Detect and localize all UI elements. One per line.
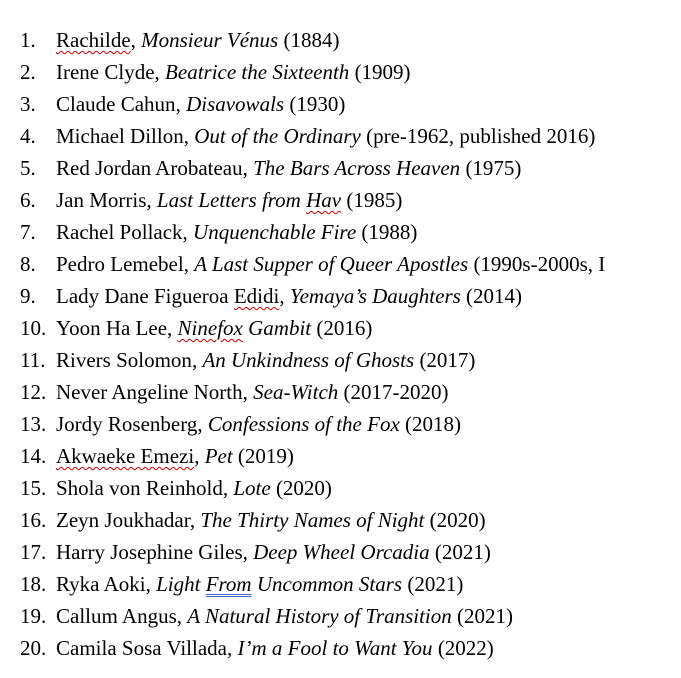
list-number: 10. bbox=[20, 316, 47, 340]
publication-year: (1990s-2000s, I bbox=[473, 252, 606, 276]
author-name: Rivers Solomon bbox=[56, 348, 192, 372]
author-name: Yoon Ha Lee bbox=[56, 316, 168, 340]
separator: , bbox=[197, 412, 203, 436]
book-title-flagged: Hav bbox=[306, 188, 342, 212]
list-number: 13. bbox=[20, 412, 47, 436]
book-title: Beatrice the Sixteenth bbox=[165, 60, 350, 84]
list-item[interactable] bbox=[20, 88, 681, 120]
list-item[interactable] bbox=[20, 376, 681, 408]
list-item[interactable] bbox=[20, 632, 681, 664]
list-number: 20. bbox=[20, 636, 47, 660]
publication-year: (2021) bbox=[434, 540, 491, 564]
list-item[interactable] bbox=[20, 280, 681, 312]
list-number: 16. bbox=[20, 508, 47, 532]
list-item[interactable] bbox=[20, 504, 681, 536]
book-title: Last Letters from bbox=[156, 188, 307, 212]
book-title: A Natural History of Transition bbox=[187, 604, 452, 628]
list-number: 17. bbox=[20, 540, 47, 564]
book-title: Yemaya’s Daughters bbox=[289, 284, 461, 308]
publication-year: (2018) bbox=[405, 412, 462, 436]
separator: , bbox=[242, 540, 248, 564]
author-name: Michael Dillon bbox=[56, 124, 184, 148]
publication-year: (2021) bbox=[407, 572, 464, 596]
book-title: I’m a Fool to Want You bbox=[237, 636, 433, 660]
list-item[interactable] bbox=[20, 120, 681, 152]
numbered-book-list bbox=[20, 24, 681, 664]
author-name-flagged: Akwaeke Emezi bbox=[56, 444, 195, 468]
publication-year: (2016) bbox=[316, 316, 373, 340]
list-item[interactable] bbox=[20, 568, 681, 600]
book-title: Light bbox=[156, 572, 206, 596]
author-name: Lady Dane Figueroa bbox=[56, 284, 234, 308]
book-title: The Bars Across Heaven bbox=[253, 156, 461, 180]
book-title: An Unkindness of Ghosts bbox=[202, 348, 415, 372]
list-item[interactable] bbox=[20, 440, 681, 472]
separator: , bbox=[227, 636, 233, 660]
author-name: Jordy Rosenberg bbox=[56, 412, 198, 436]
separator: , bbox=[191, 348, 198, 372]
book-title: Out of the Ordinary bbox=[194, 124, 361, 148]
publication-year: (2020) bbox=[429, 508, 486, 532]
list-number: 18. bbox=[20, 572, 47, 596]
publication-year: (1930) bbox=[289, 92, 346, 116]
separator: , bbox=[182, 220, 188, 244]
author-name: Claude Cahun bbox=[56, 92, 176, 116]
author-name: Zeyn Joukhadar bbox=[56, 508, 190, 532]
author-name: Red Jordan Arobateau bbox=[56, 156, 243, 180]
separator: , bbox=[176, 604, 183, 628]
author-name: Pedro Lemebel bbox=[56, 252, 184, 276]
author-name: Shola von Reinhold bbox=[56, 476, 223, 500]
book-title: Uncommon Stars bbox=[251, 572, 403, 596]
publication-year: (2021) bbox=[457, 604, 514, 628]
list-number: 8. bbox=[20, 252, 36, 276]
list-item[interactable] bbox=[20, 56, 681, 88]
separator: , bbox=[279, 284, 285, 308]
book-title: Sea-Witch bbox=[253, 380, 339, 404]
publication-year: (1909) bbox=[354, 60, 411, 84]
separator: , bbox=[222, 476, 229, 500]
book-title-flagged: Ninefox bbox=[177, 316, 243, 340]
book-title: A Last Supper of Queer Apostles bbox=[194, 252, 469, 276]
publication-year: (2020) bbox=[275, 476, 332, 500]
list-number: 1. bbox=[20, 28, 36, 52]
list-item[interactable] bbox=[20, 344, 681, 376]
list-number: 6. bbox=[20, 188, 36, 212]
list-item[interactable] bbox=[20, 24, 681, 56]
separator: , bbox=[145, 572, 151, 596]
publication-year: (2019) bbox=[237, 444, 294, 468]
separator: , bbox=[242, 156, 248, 180]
author-name: Irene Clyde bbox=[56, 60, 155, 84]
author-name: Jan Morris bbox=[56, 188, 147, 212]
list-item[interactable] bbox=[20, 184, 681, 216]
book-title: Unquenchable Fire bbox=[193, 220, 357, 244]
list-number: 7. bbox=[20, 220, 36, 244]
book-title: Gambit bbox=[242, 316, 312, 340]
list-number: 19. bbox=[20, 604, 47, 628]
author-name: Harry Josephine Giles bbox=[56, 540, 243, 564]
list-number: 12. bbox=[20, 380, 47, 404]
separator: , bbox=[194, 444, 200, 468]
author-name: Never Angeline North bbox=[56, 380, 243, 404]
separator: , bbox=[183, 124, 189, 148]
separator: , bbox=[154, 60, 160, 84]
author-name: Camila Sosa Villada bbox=[56, 636, 227, 660]
list-item[interactable] bbox=[20, 312, 681, 344]
publication-year: (1884) bbox=[283, 28, 340, 52]
list-number: 15. bbox=[20, 476, 47, 500]
list-item[interactable] bbox=[20, 600, 681, 632]
publication-year: (1985) bbox=[346, 188, 403, 212]
separator: , bbox=[167, 316, 173, 340]
publication-year: (1988) bbox=[361, 220, 418, 244]
author-name-flagged: Edidi bbox=[233, 284, 280, 308]
author-name: Ryka Aoki bbox=[56, 572, 146, 596]
separator: , bbox=[189, 508, 196, 532]
publication-year: (2017) bbox=[419, 348, 476, 372]
list-item[interactable] bbox=[20, 248, 681, 280]
book-title: Deep Wheel Orcadia bbox=[253, 540, 430, 564]
list-item[interactable] bbox=[20, 472, 681, 504]
book-title: Monsieur Vénus bbox=[141, 28, 279, 52]
publication-year: (1975) bbox=[465, 156, 522, 180]
separator: , bbox=[146, 188, 152, 212]
author-name: Callum Angus bbox=[56, 604, 177, 628]
list-number: 11. bbox=[20, 348, 46, 372]
publication-year: (pre-1962, published 2016) bbox=[366, 124, 596, 148]
separator: , bbox=[242, 380, 248, 404]
publication-year: (2022) bbox=[437, 636, 494, 660]
separator: , bbox=[130, 28, 136, 52]
list-number: 2. bbox=[20, 60, 36, 84]
list-number: 4. bbox=[20, 124, 36, 148]
author-name-flagged: Rachilde bbox=[56, 28, 131, 52]
list-item[interactable] bbox=[20, 152, 681, 184]
separator: , bbox=[175, 92, 181, 116]
list-item[interactable] bbox=[20, 216, 681, 248]
list-number: 5. bbox=[20, 156, 36, 180]
book-title: Pet bbox=[204, 444, 233, 468]
list-item[interactable] bbox=[20, 408, 681, 440]
list-number: 3. bbox=[20, 92, 36, 116]
publication-year: (2017-2020) bbox=[343, 380, 449, 404]
book-title-flagged: From bbox=[205, 572, 252, 596]
publication-year: (2014) bbox=[466, 284, 523, 308]
list-item[interactable] bbox=[20, 536, 681, 568]
list-number: 14. bbox=[20, 444, 47, 468]
separator: , bbox=[183, 252, 189, 276]
author-name: Rachel Pollack bbox=[56, 220, 183, 244]
book-title: Confessions of the Fox bbox=[207, 412, 400, 436]
list-number: 9. bbox=[20, 284, 36, 308]
book-title: The Thirty Names of Night bbox=[200, 508, 425, 532]
book-title: Lote bbox=[233, 476, 271, 500]
book-title: Disavowals bbox=[186, 92, 285, 116]
